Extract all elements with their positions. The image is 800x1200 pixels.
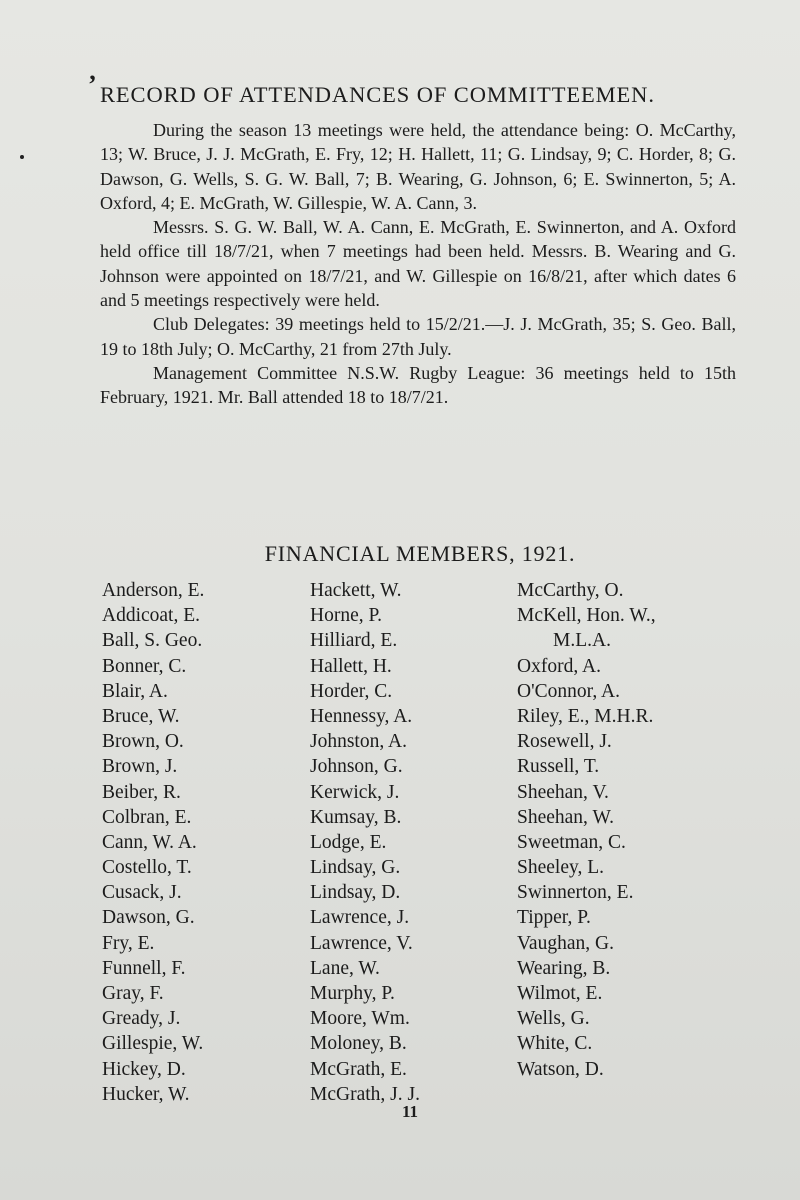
member-name: Lindsay, D. [310,882,401,904]
member-name: Kumsay, B. [310,806,402,828]
member-name: Blair, A. [102,680,168,702]
member-name: Brown, O. [102,731,184,753]
member-name: Sheeley, L. [517,857,604,879]
member-name: Murphy, P. [310,983,395,1004]
member-name: Cusack, J. [102,882,182,904]
members-column-3 [517,578,656,1082]
member-name: Wells, G. [517,1008,590,1030]
member-name: Sweetman, C. [517,831,626,853]
member-name: Wilmot, E. [517,983,603,1004]
member-name: Bruce, W. [102,705,180,727]
member-name: Dawson, G. [102,907,195,929]
member-name: Colbran, E. [102,806,192,828]
member-name: Funnell, F. [102,957,186,979]
member-name: Hackett, W. [310,580,402,601]
member-name: Fry, E. [102,932,155,954]
member-name: Johnson, G. [310,756,403,778]
member-name: Beiber, R. [102,781,181,803]
member-name: Hilliard, E. [310,630,398,652]
members-heading: FINANCIAL MEMBERS, 1921. [264,541,576,566]
member-name: Johnston, A. [310,731,407,753]
paragraph-club-delegates: Club Delegates: 39 meetings held to 15/2/21.—J. J. McGrath, 35; S. Geo. Ball, 19 to 18th July; O. McCarthy, 21 from 27th July. [100,314,736,359]
attendance-text [100,118,736,410]
member-name: Russell, T. [517,756,600,778]
paragraph-office-holders: Messrs. S. G. W. Ball, W. A. Cann, E. McGrath, E. Swinnerton, and A. Oxford held office till 18/7/21, when 7 meetings had been held. Messrs. B. Wearing and G. Johnson were appointed on 18/7/21, and W. Gillespie on 16/8/21, after which dates 6 and 5 meetings respectively were held. [100,217,736,311]
member-name: Gready, J. [102,1008,181,1030]
members-column-1 [102,578,204,1107]
ink-speck [20,155,24,159]
member-name: McCarthy, O. [517,580,624,601]
member-name: Addicoat, E. [102,605,201,627]
member-name: Sheehan, W. [517,806,614,828]
member-name: O'Connor, A. [517,680,620,702]
member-name: Riley, E., M.H.R. [517,705,654,727]
member-name: Swinnerton, E. [517,882,634,904]
member-name: Watson, D. [517,1058,604,1080]
member-name: Gillespie, W. [102,1033,204,1055]
member-name: Lawrence, J. [310,907,410,929]
member-name: Horder, C. [310,680,393,702]
tick-mark: ʼ [88,70,97,99]
member-name: Lane, W. [310,957,380,979]
member-name: Oxford, A. [517,655,601,677]
member-name: Hickey, D. [102,1058,186,1080]
page-number: 11 [401,1102,419,1121]
member-name: Bonner, C. [102,655,187,677]
member-name: Tipper, P. [517,907,591,929]
member-name: Lindsay, G. [310,857,401,879]
member-name: McKell, Hon. W., [517,605,656,627]
member-name: M.L.A. [553,630,611,652]
member-name: Moore, Wm. [310,1008,410,1030]
paragraph-attendance: During the season 13 meetings were held, the attendance being: O. McCarthy, 13; W. Bruce, J. J. McGrath, E. Fry, 12; H. Hallett, 11; G. Lindsay, 9; C. Horder, 8; G. Dawson, G. Wells, S. G. W. Ball, 7; B. Wearing, G. Johnson, 6; E. Swinnerton, 5; A. Oxford, 4; E. McGrath, W. Gillespie, W. A. Cann, 3. [100,120,736,213]
member-name: Brown, J. [102,756,178,778]
member-name: Cann, W. A. [102,831,197,853]
member-name: Vaughan, G. [517,932,614,954]
member-name: Lodge, E. [310,831,387,853]
member-name: McGrath, J. J. [310,1083,420,1105]
member-name: Costello, T. [102,857,192,879]
members-column-2 [310,578,420,1107]
member-name: Lawrence, V. [310,932,413,954]
member-name: Moloney, B. [310,1033,407,1055]
member-name: Ball, S. Geo. [102,630,203,652]
member-name: White, C. [517,1033,593,1055]
member-name: Horne, P. [310,605,383,627]
member-name: Rosewell, J. [517,731,612,753]
member-name: Hucker, W. [102,1083,190,1105]
member-name: Gray, F. [102,983,164,1004]
paragraph-management-committee: Management Committee N.S.W. Rugby League: 36 meetings held to 15th February, 1921. Mr. Ball attended 18 to 18/7/21. [100,362,736,408]
member-name: McGrath, E. [310,1058,407,1080]
member-name: Anderson, E. [102,580,205,601]
member-name: Sheehan, V. [517,781,609,803]
member-name: Hallett, H. [310,655,392,677]
page-heading: RECORD OF ATTENDANCES OF COMMITTEEMEN. [100,82,655,107]
member-name: Hennessy, A. [310,705,413,727]
member-name: Wearing, B. [517,957,611,979]
member-name: Kerwick, J. [310,781,400,803]
